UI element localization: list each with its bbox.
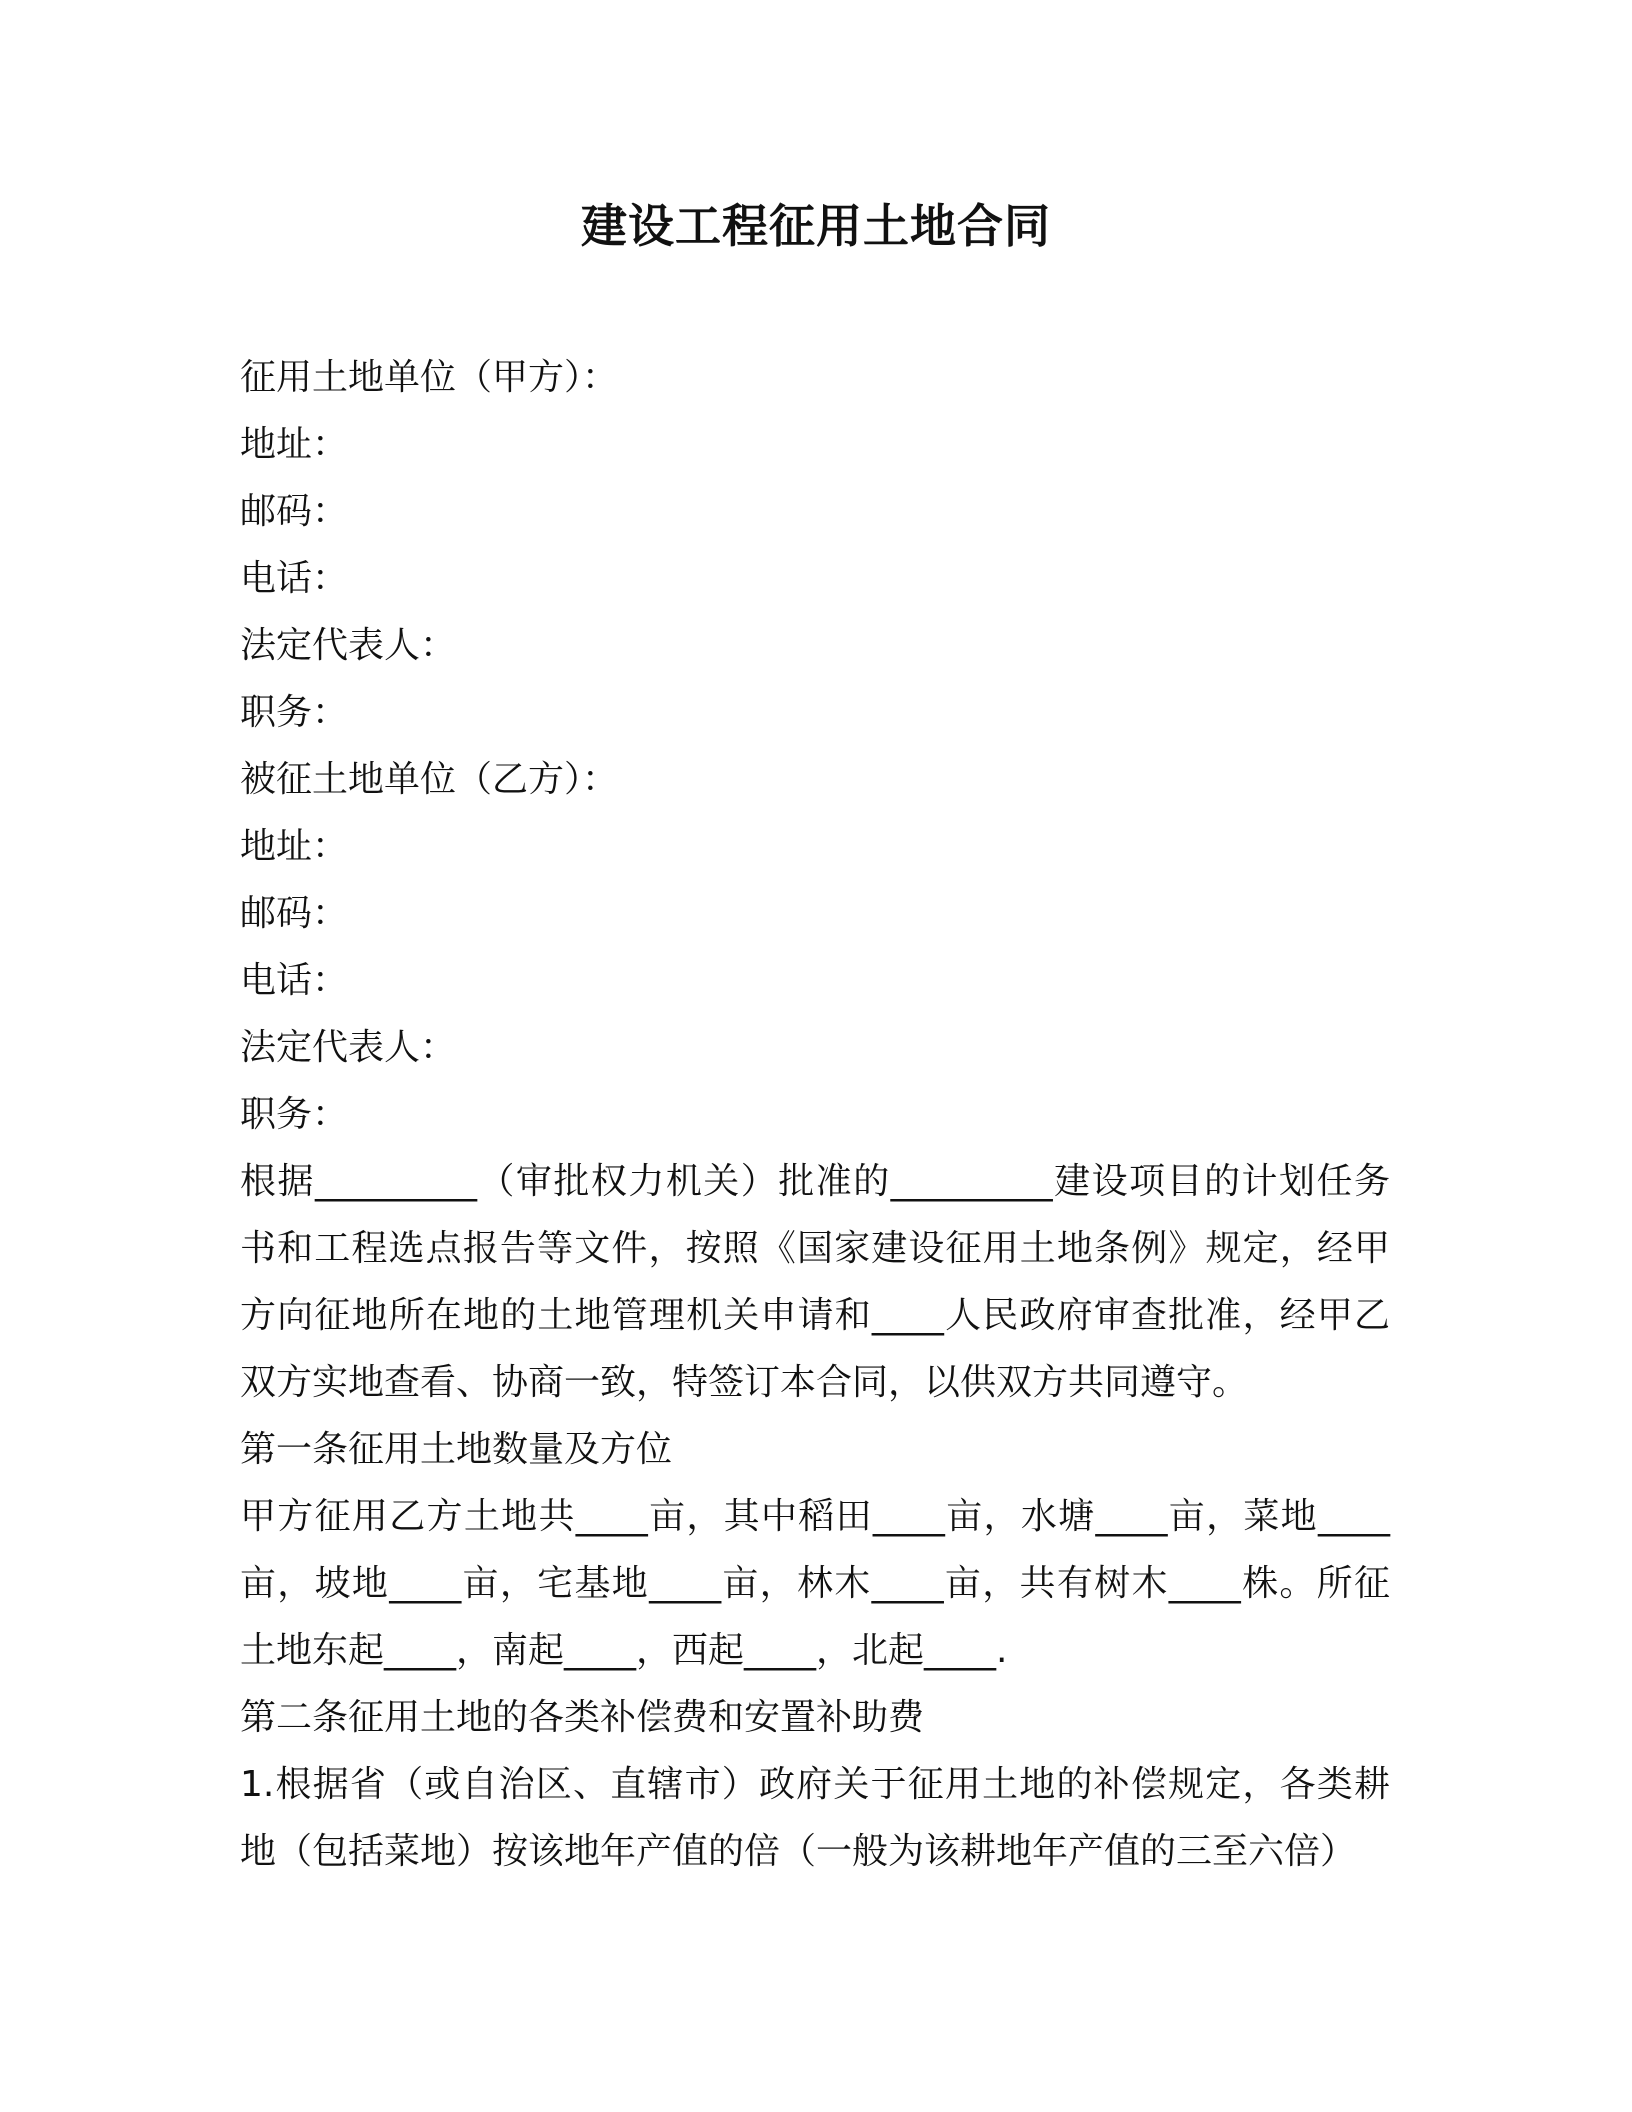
party-b-legal-rep: 法定代表人： — [240, 1027, 457, 1068]
party-b-phone: 电话： — [240, 960, 349, 1001]
article-2-item-1: 1.根据省（或自治区、直辖市）政府关于征用土地的补偿规定，各类耕地（包括菜地）按该地年产值的倍（一般为该耕地年产值的三至六倍） — [240, 1764, 1390, 1872]
party-b-heading: 被征土地单位（乙方）： — [240, 759, 619, 800]
party-a-phone: 电话： — [240, 558, 349, 599]
party-a-legal-rep: 法定代表人： — [240, 625, 457, 666]
preamble-paragraph: 根据_________（审批权力机关）批准的_________建设项目的计划任务书和工程选点报告等文件，按照《国家建设征用土地条例》规定，经甲方向征地所在地的土地管理机关申请和____人民政府审查批准，经甲乙双方实地查看、协商一致，特签订本合同，以供双方共同遵守。 — [240, 1161, 1390, 1403]
document-body — [240, 344, 1390, 1885]
document-title: 建设工程征用土地合同 — [581, 199, 1051, 253]
party-a-address: 地址： — [240, 424, 349, 465]
article-1-text: 甲方征用乙方土地共____亩，其中稻田____亩，水塘____亩，菜地____亩，坡地____亩，宅基地____亩，林木____亩，共有树木____株。所征土地东起____，南起____，西起____，北起____. — [240, 1496, 1390, 1671]
party-a-postcode: 邮码： — [240, 491, 349, 532]
party-a-position: 职务： — [240, 692, 349, 733]
party-b-position: 职务： — [240, 1094, 349, 1135]
article-2-heading: 第二条征用土地的各类补偿费和安置补助费 — [240, 1697, 925, 1738]
article-1-heading: 第一条征用土地数量及方位 — [240, 1429, 673, 1470]
party-a-heading: 征用土地单位（甲方）： — [240, 357, 619, 398]
party-b-postcode: 邮码： — [240, 893, 349, 934]
party-b-address: 地址： — [240, 826, 349, 867]
